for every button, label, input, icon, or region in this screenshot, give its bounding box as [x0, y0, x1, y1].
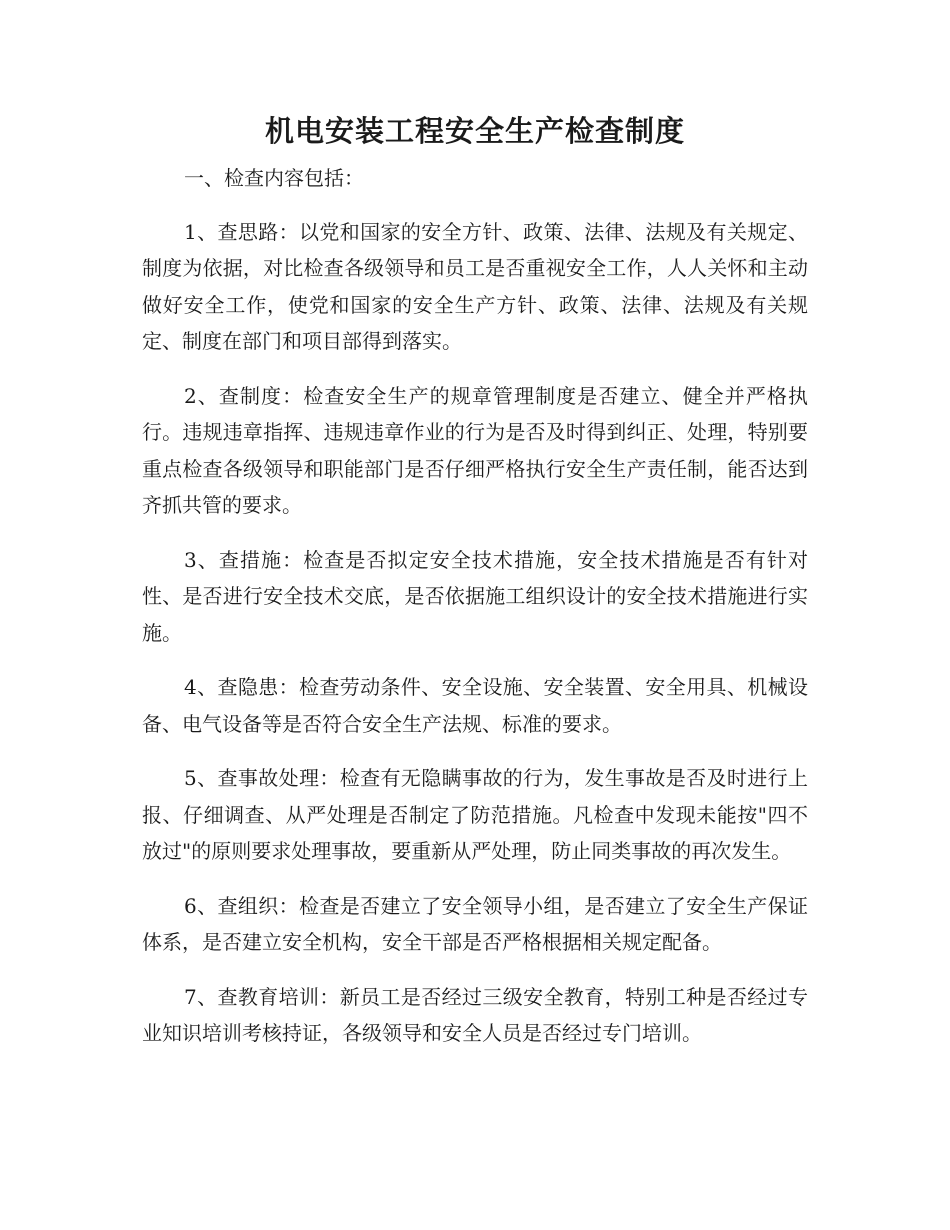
- paragraph-check-accident-handling: 5、查事故处理：检查有无隐瞒事故的行为，发生事故是否及时进行上报、仔细调查、从严处理是否制定了防范措施。凡检查中发现未能按"四不放过"的原则要求处理事故，要重新从严处理，防止同类事故的再次发生。: [142, 766, 808, 863]
- paragraph-check-hazards: 4、查隐患：检查劳动条件、安全设施、安全装置、安全用具、机械设备、电气设备等是否符合安全生产法规、标准的要求。: [142, 675, 808, 736]
- paragraph-check-measures: 3、查措施：检查是否拟定安全技术措施，安全技术措施是否有针对性、是否进行安全技术交底，是否依据施工组织设计的安全技术措施进行实施。: [142, 547, 808, 645]
- paragraph-check-system: 2、查制度：检查安全生产的规章管理制度是否建立、健全并严格执行。违规违章指挥、违规违章作业的行为是否及时得到纠正、处理，特别要重点检查各级领导和职能部门是否仔细严格执行安全生产责任制，能否达到齐抓共管的要求。: [142, 383, 808, 517]
- paragraph-check-thinking: 1、查思路：以党和国家的安全方针、政策、法律、法规及有关规定、制度为依据，对比检查各级领导和员工是否重视安全工作，人人关怀和主动做好安全工作，使党和国家的安全生产方针、政策、法律、法规及有关规定、制度在部门和项目部得到落实。: [142, 219, 808, 353]
- paragraph-check-organization: 6、查组织：检查是否建立了安全领导小组，是否建立了安全生产保证体系，是否建立安全机构，安全干部是否严格根据相关规定配备。: [142, 893, 808, 954]
- page-title: 机电安装工程安全生产检查制度: [264, 114, 685, 148]
- section-heading: 一、检查内容包括：: [184, 166, 364, 190]
- document-body: [142, 160, 808, 1070]
- paragraph-check-training: 7、查教育培训：新员工是否经过三级安全教育，特别工种是否经过专业知识培训考核持证，各级领导和安全人员是否经过专门培训。: [142, 984, 808, 1045]
